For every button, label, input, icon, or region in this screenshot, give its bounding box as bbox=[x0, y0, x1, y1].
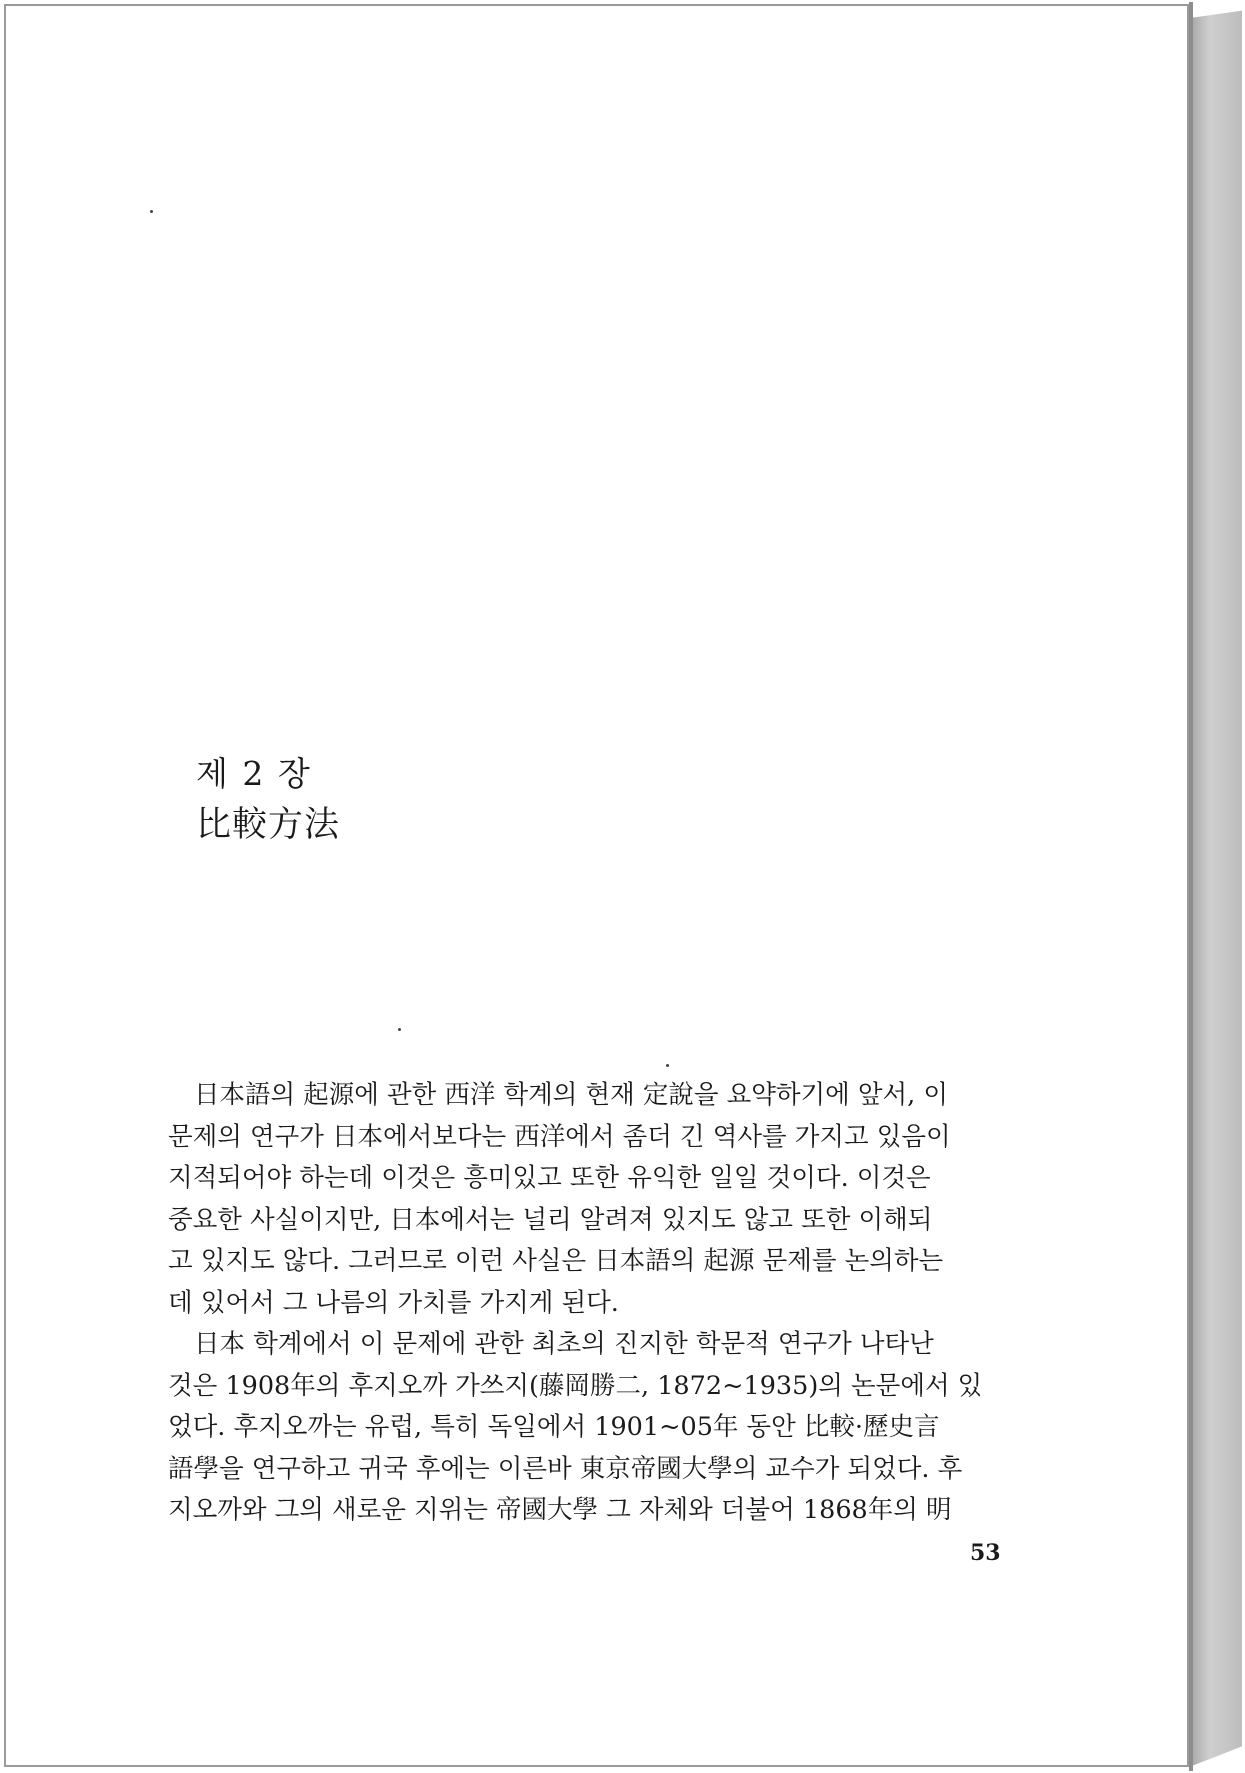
scan-speck bbox=[398, 1028, 401, 1031]
book-spine-edge bbox=[1189, 2, 1193, 1771]
scan-speck bbox=[150, 210, 153, 213]
body-text bbox=[168, 1075, 1028, 1532]
book-spine bbox=[1192, 0, 1242, 1773]
text-line: 었다. 후지오까는 유럽, 특히 독일에서 1901~05年 동안 比較·歷史言 bbox=[168, 1412, 940, 1442]
text-line: 日本 학계에서 이 문제에 관한 최초의 진지한 학문적 연구가 나타난 bbox=[194, 1329, 934, 1359]
chapter-number: 제 2 장 bbox=[196, 754, 312, 793]
chapter-title: 比較方法 bbox=[196, 805, 341, 845]
scan-speck bbox=[666, 1064, 669, 1067]
page-number: 53 bbox=[970, 1540, 1001, 1566]
text-line: 語學을 연구하고 귀국 후에는 이른바 東京帝國大學의 교수가 되었다. 후 bbox=[168, 1453, 963, 1484]
text-line: 日本語의 起源에 관한 西洋 학계의 현재 定說을 요약하기에 앞서, 이 bbox=[194, 1080, 948, 1110]
text-line: 문제의 연구가 日本에서보다는 西洋에서 좀더 긴 역사를 가지고 있음이 bbox=[168, 1121, 951, 1152]
text-line: 것은 1908年의 후지오까 가쓰지(藤岡勝二, 1872~1935)의 논문에서 있 bbox=[168, 1370, 983, 1401]
text-line: 데 있어서 그 나름의 가치를 가지게 된다. bbox=[168, 1287, 619, 1318]
text-line: 고 있지도 않다. 그러므로 이런 사실은 日本語의 起源 문제를 논의하는 bbox=[168, 1246, 944, 1276]
text-line: 지적되어야 하는데 이것은 흥미있고 또한 유익한 일일 것이다. 이것은 bbox=[168, 1163, 931, 1193]
text-line: 중요한 사실이지만, 日本에서는 널리 알려져 있지도 않고 또한 이해되 bbox=[168, 1204, 933, 1235]
text-line: 지오까와 그의 새로운 지위는 帝國大學 그 자체와 더불어 1868年의 明 bbox=[168, 1495, 952, 1525]
